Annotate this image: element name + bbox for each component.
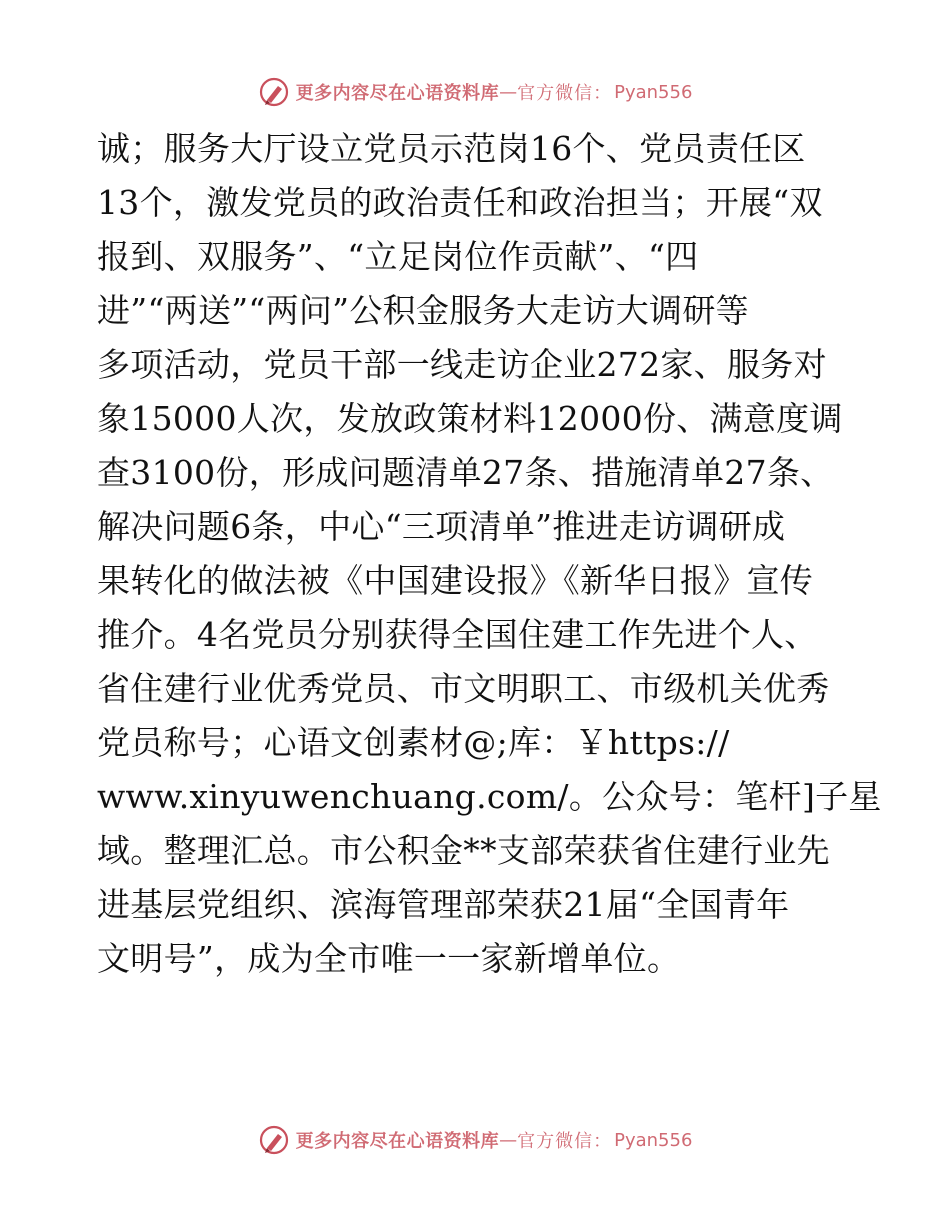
footer-watermark-banner (0, 1120, 950, 1160)
banner-wechat-id: Pyan556 (614, 81, 693, 103)
banner-main-text: 更多内容尽在心语资料库 (295, 83, 500, 104)
banner-dash: — (499, 1129, 518, 1151)
pen-logo-icon (258, 76, 290, 108)
body-line: 域。整理汇总。市公积金**支部荣获省住建行业先 (97, 831, 830, 870)
body-line: 文明号”，成为全市唯一一家新增单位。 (97, 939, 681, 978)
banner-main-text: 更多内容尽在心语资料库 (295, 1131, 500, 1152)
document-body (97, 122, 882, 986)
banner-wechat-label: 官方微信： (517, 83, 613, 104)
banner-wechat-id: Pyan556 (614, 1129, 693, 1151)
body-line: 果转化的做法被《中国建设报》《新华日报》宣传 (97, 561, 814, 600)
body-line: www.xinyuwenchuang.com/。公众号：笔杆]子星 (97, 777, 882, 816)
body-line: 进基层党组织、滨海管理部荣获21届“全国青年 (97, 885, 790, 924)
body-line: 进”“两送”“两问”公积金服务大走访大调研等 (97, 291, 749, 330)
pen-logo-icon (258, 1124, 290, 1156)
body-line: 查3100份，形成问题清单27条、措施清单27条、 (97, 453, 834, 492)
banner-wechat-label: 官方微信： (517, 1131, 613, 1152)
body-line: 诚；服务大厅设立党员示范岗16个、党员责任区 (97, 129, 806, 168)
body-line: 报到、双服务”、“立足岗位作贡献”、“四 (97, 237, 699, 276)
body-line: 象15000人次，发放政策材料12000份、满意度调 (97, 399, 843, 438)
header-watermark-banner (0, 72, 950, 112)
body-line: 解决问题6条，中心“三项清单”推进走访调研成 (97, 507, 786, 546)
body-line: 13个，激发党员的政治责任和政治担当；开展“双 (97, 183, 823, 222)
body-line: 推介。4名党员分别获得全国住建工作先进个人、 (97, 615, 818, 654)
body-line: 省住建行业优秀党员、市文明职工、市级机关优秀 (97, 669, 830, 708)
banner-dash: — (499, 81, 518, 103)
body-line: 多项活动，党员干部一线走访企业272家、服务对 (97, 345, 827, 384)
body-line: 党员称号；心语文创素材@;库：￥https:// (97, 723, 730, 762)
